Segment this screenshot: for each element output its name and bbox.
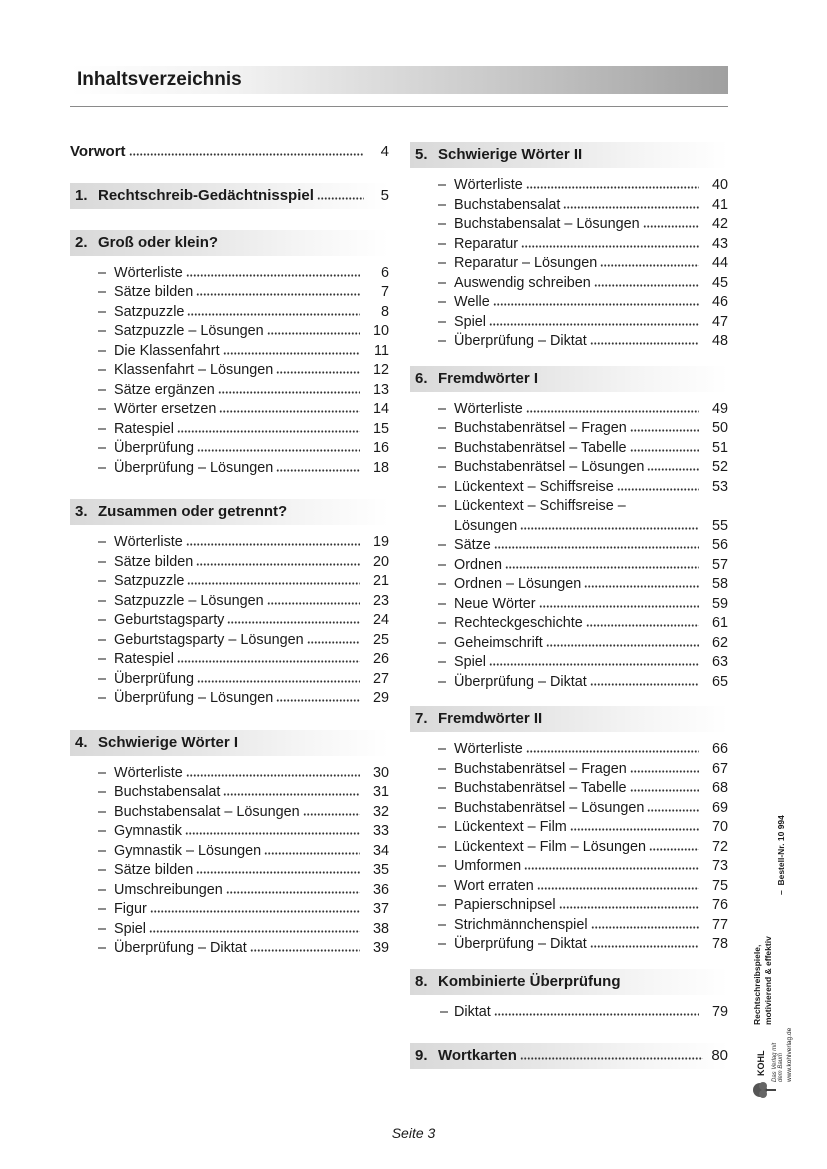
leader-dots: [196, 284, 360, 296]
toc-entry[interactable]: – Figur 37: [98, 901, 389, 917]
section-items: [70, 533, 389, 709]
toc-entry[interactable]: – Buchstabenrätsel – Lösungen 69: [438, 799, 728, 816]
toc-entry[interactable]: – Gymnastik – Lösungen 34: [98, 842, 389, 859]
leader-dots: [276, 460, 360, 472]
leader-dots: [600, 255, 699, 267]
toc-entry-vorwort[interactable]: [70, 142, 389, 162]
section-heading[interactable]: [410, 142, 728, 168]
section-number: 6.: [415, 369, 428, 387]
toc-entry[interactable]: – Buchstabensalat – Lösungen 42: [438, 216, 728, 232]
section-heading[interactable]: [410, 366, 728, 392]
leader-dots: [185, 823, 360, 835]
leader-dots: [489, 654, 699, 666]
leader-dots: [643, 216, 699, 228]
toc-entry[interactable]: – Buchstabenrätsel – Tabelle 51: [438, 439, 728, 456]
leader-dots: [630, 440, 699, 452]
leader-dots: [177, 421, 360, 433]
toc-column-right: [410, 142, 728, 1069]
leader-dots: [227, 612, 360, 624]
section-title: Wortkarten: [438, 1047, 517, 1064]
leader-dots: [150, 901, 360, 913]
section-number: 5.: [415, 146, 428, 163]
toc-entry-multiline[interactable]: – Lückentext – Schiffsreise –: [438, 498, 626, 514]
leader-dots: [521, 236, 699, 248]
leader-dots: [303, 804, 360, 816]
publisher-sidebar: [748, 800, 800, 1100]
toc-entry[interactable]: – Satzpuzzle 8: [98, 303, 389, 320]
toc-entry[interactable]: – Satzpuzzle 21: [98, 573, 389, 589]
leader-dots: [264, 843, 360, 855]
publisher-tagline: Das Verlag mit dem Baum: [772, 1042, 784, 1082]
leader-dots: [590, 333, 699, 345]
section-heading[interactable]: [70, 499, 389, 525]
toc-entry[interactable]: – Sätze bilden 7: [98, 284, 389, 300]
title-divider: [70, 106, 728, 107]
leader-dots: [630, 780, 699, 792]
toc-entry[interactable]: – Geburtstagsparty – Lösungen 25: [98, 631, 389, 648]
toc-entry[interactable]: – Buchstabensalat – Lösungen 32: [98, 803, 389, 820]
toc-entry[interactable]: – Die Klassenfahrt 11: [98, 342, 389, 359]
leader-dots: [649, 839, 699, 851]
section-number: 2.: [75, 233, 88, 251]
section-title: Rechtschreib-Gedächtnisspiel: [98, 186, 314, 204]
leader-dots: [590, 674, 699, 686]
section-items: [410, 1003, 728, 1023]
section-number: 8.: [415, 972, 428, 990]
toc-entry[interactable]: – Papierschnipsel 76: [438, 897, 728, 913]
toc-entry[interactable]: – Geburtstagsparty 24: [98, 612, 389, 628]
toc-entry[interactable]: – Lückentext – Schiffsreise 53: [438, 478, 728, 495]
publisher-name: KOHL: [756, 1050, 766, 1076]
leader-dots: [647, 800, 699, 812]
toc-entry[interactable]: – Überprüfung – Diktat 78: [438, 936, 728, 952]
leader-dots: [267, 593, 360, 605]
toc-entry[interactable]: – Ordnen – Lösungen 58: [438, 576, 728, 592]
toc-entry[interactable]: – Überprüfung – Lösungen 29: [98, 690, 389, 706]
leader-dots: [226, 882, 360, 894]
leader-dots: [307, 632, 360, 644]
toc-entry[interactable]: – Spiel 63: [438, 654, 728, 670]
toc-entry[interactable]: – Spiel 38: [98, 920, 389, 937]
section-title: Schwierige Wörter II: [438, 146, 583, 163]
leader-dots: [129, 144, 364, 156]
toc-entry[interactable]: – Neue Wörter 59: [438, 595, 728, 612]
toc-entry[interactable]: – Buchstabenrätsel – Lösungen 52: [438, 459, 728, 475]
leader-dots: [196, 862, 360, 874]
toc-entry[interactable]: – Reparatur 43: [438, 235, 728, 252]
leader-dots: [505, 557, 699, 569]
leader-dots: [524, 858, 699, 870]
tree-icon: [752, 1082, 778, 1098]
toc-entry[interactable]: – Umformen 73: [438, 858, 728, 874]
leader-dots: [186, 265, 360, 277]
toc-entry[interactable]: – Rechteckgeschichte 61: [438, 615, 728, 631]
leader-dots: [630, 761, 699, 773]
leader-dots: [559, 897, 699, 909]
leader-dots: [647, 459, 699, 471]
leader-dots: [317, 188, 364, 200]
section-items: [410, 176, 728, 352]
toc-entry[interactable]: – Buchstabenrätsel – Tabelle 68: [438, 780, 728, 796]
toc-entry[interactable]: – Überprüfung – Diktat 48: [438, 333, 728, 349]
section-heading[interactable]: [410, 1043, 728, 1069]
section-number: 9.: [415, 1047, 428, 1064]
toc-title-bar: [70, 66, 728, 94]
leader-dots: [546, 635, 699, 647]
leader-dots: [494, 537, 699, 549]
toc-entry[interactable]: – Lückentext – Film 70: [438, 819, 728, 835]
toc-entry[interactable]: – Wörterliste 19: [98, 534, 389, 550]
leader-dots: [594, 275, 699, 287]
order-number: – Bestell-Nr. 10 994: [776, 815, 786, 895]
toc-entry[interactable]: – Wörterliste 6: [98, 264, 389, 281]
section-page: 5: [380, 186, 389, 204]
toc-entry[interactable]: – Wörterliste 66: [438, 741, 728, 757]
leader-dots: [196, 554, 360, 566]
toc-entry[interactable]: – Geheimschrift 62: [438, 634, 728, 651]
toc-entry[interactable]: – Buchstabensalat 31: [98, 784, 389, 800]
toc-entry[interactable]: – Buchstabensalat 41: [438, 196, 728, 213]
toc-entry[interactable]: – Buchstabenrätsel – Fragen 67: [438, 760, 728, 777]
leader-dots: [493, 294, 699, 306]
toc-entry[interactable]: – Gymnastik 33: [98, 823, 389, 839]
leader-dots: [223, 784, 360, 796]
section-title: Schwierige Wörter I: [98, 733, 239, 751]
toc-column-left: [70, 142, 389, 959]
publisher-url[interactable]: www.kohlverlag.de: [786, 1027, 793, 1082]
toc-entry[interactable]: – Ordnen 57: [438, 556, 728, 573]
leader-dots: [489, 314, 699, 326]
leader-dots: [586, 615, 699, 627]
section-title: Zusammen oder getrennt?: [98, 503, 288, 520]
toc-entry[interactable]: – Umschreibungen 36: [98, 881, 389, 898]
section-number: 7.: [415, 710, 428, 727]
toc-entry[interactable]: – Sätze bilden 35: [98, 862, 389, 878]
leader-dots: [526, 741, 699, 753]
leader-dots: [590, 936, 699, 948]
toc-entry[interactable]: – Sätze 56: [438, 537, 728, 553]
toc-entry[interactable]: – Überprüfung – Diktat 65: [438, 673, 728, 690]
leader-dots: [537, 878, 699, 890]
publisher-sidebar-rotated: [748, 800, 800, 1100]
toc-entry[interactable]: – Auswendig schreiben 45: [438, 274, 728, 291]
section-heading[interactable]: [70, 183, 389, 209]
leader-dots: [276, 362, 360, 374]
toc-entry[interactable]: – Klassenfahrt – Lösungen 12: [98, 362, 389, 378]
section-title: Kombinierte Überprüfung: [438, 972, 621, 990]
toc-entry[interactable]: – Überprüfung 16: [98, 440, 389, 456]
leader-dots: [267, 323, 360, 335]
leader-dots: [187, 573, 360, 585]
leader-dots: [219, 401, 360, 413]
toc-entry[interactable]: – Wörterliste 30: [98, 764, 389, 781]
page-footer: Seite 3: [391, 1125, 436, 1141]
section-items: [70, 264, 389, 479]
publisher-logo: [748, 1027, 800, 1100]
entry-page: 4: [380, 143, 389, 160]
leader-dots: [520, 1048, 703, 1060]
book-title: Rechtschreibspiele, motivierend & effektiv: [752, 936, 773, 1025]
section-heading[interactable]: [410, 969, 728, 995]
toc-entry[interactable]: – Wort erraten 75: [438, 877, 728, 894]
toc-entry[interactable]: – Überprüfung – Diktat 39: [98, 940, 389, 956]
section-items: [410, 740, 728, 955]
section-items: [70, 764, 389, 959]
leader-dots: [526, 177, 699, 189]
section-heading[interactable]: [410, 706, 728, 732]
entry-label: Vorwort: [70, 143, 126, 160]
section-heading[interactable]: [70, 230, 389, 256]
leader-dots: [223, 343, 360, 355]
toc-entry[interactable]: – Wörterliste 49: [438, 400, 728, 417]
toc-entry[interactable]: – Überprüfung – Lösungen 18: [98, 459, 389, 476]
leader-dots: [197, 440, 360, 452]
leader-dots: [563, 197, 699, 209]
leader-dots: [584, 576, 699, 588]
section-items: [410, 400, 728, 693]
leader-dots: [591, 917, 699, 929]
leader-dots: [630, 420, 699, 432]
toc-entry[interactable]: – Ratespiel 15: [98, 420, 389, 437]
leader-dots: [526, 401, 699, 413]
section-number: 4.: [75, 733, 88, 751]
leader-dots: [494, 1004, 699, 1016]
leader-dots: [570, 819, 699, 831]
toc-entry[interactable]: – Diktat 79: [440, 1003, 728, 1020]
leader-dots: [149, 921, 360, 933]
page-title: Inhaltsverzeichnis: [77, 69, 242, 90]
toc-entry[interactable]: – Reparatur – Lösungen 44: [438, 255, 728, 271]
toc-entry[interactable]: – Lückentext – Film – Lösungen 72: [438, 838, 728, 855]
leader-dots: [177, 651, 360, 663]
leader-dots: [276, 690, 360, 702]
leader-dots: [187, 304, 360, 316]
leader-dots: [617, 479, 699, 491]
section-heading[interactable]: [70, 730, 389, 756]
leader-dots: [197, 671, 360, 683]
toc-entry[interactable]: – Überprüfung 27: [98, 670, 389, 687]
leader-dots: [539, 596, 699, 608]
toc-entry[interactable]: – Strichmännchenspiel 77: [438, 916, 728, 933]
toc-entry-continuation[interactable]: Lösungen 55: [454, 517, 728, 534]
section-title: Groß oder klein?: [98, 233, 219, 251]
leader-dots: [520, 518, 699, 530]
section-title: Fremdwörter I: [438, 369, 539, 387]
toc-entry[interactable]: – Satzpuzzle – Lösungen 23: [98, 592, 389, 609]
leader-dots: [218, 382, 360, 394]
toc-entry[interactable]: – Sätze ergänzen 13: [98, 381, 389, 398]
toc-entry[interactable]: – Wörterliste 40: [438, 177, 728, 193]
section-number: 1.: [75, 186, 88, 204]
section-page: 80: [711, 1047, 728, 1064]
toc-entry[interactable]: – Buchstabenrätsel – Fragen 50: [438, 420, 728, 436]
toc-entry[interactable]: – Sätze bilden 20: [98, 553, 389, 570]
toc-entry[interactable]: – Spiel 47: [438, 313, 728, 330]
section-title: Fremdwörter II: [438, 710, 543, 727]
leader-dots: [186, 765, 360, 777]
toc-entry[interactable]: – Wörter ersetzen 14: [98, 401, 389, 417]
section-number: 3.: [75, 503, 88, 520]
toc-entry[interactable]: – Welle 46: [438, 294, 728, 310]
leader-dots: [186, 534, 360, 546]
leader-dots: [250, 940, 360, 952]
toc-entry[interactable]: – Satzpuzzle – Lösungen 10: [98, 323, 389, 339]
toc-entry[interactable]: – Ratespiel 26: [98, 651, 389, 667]
